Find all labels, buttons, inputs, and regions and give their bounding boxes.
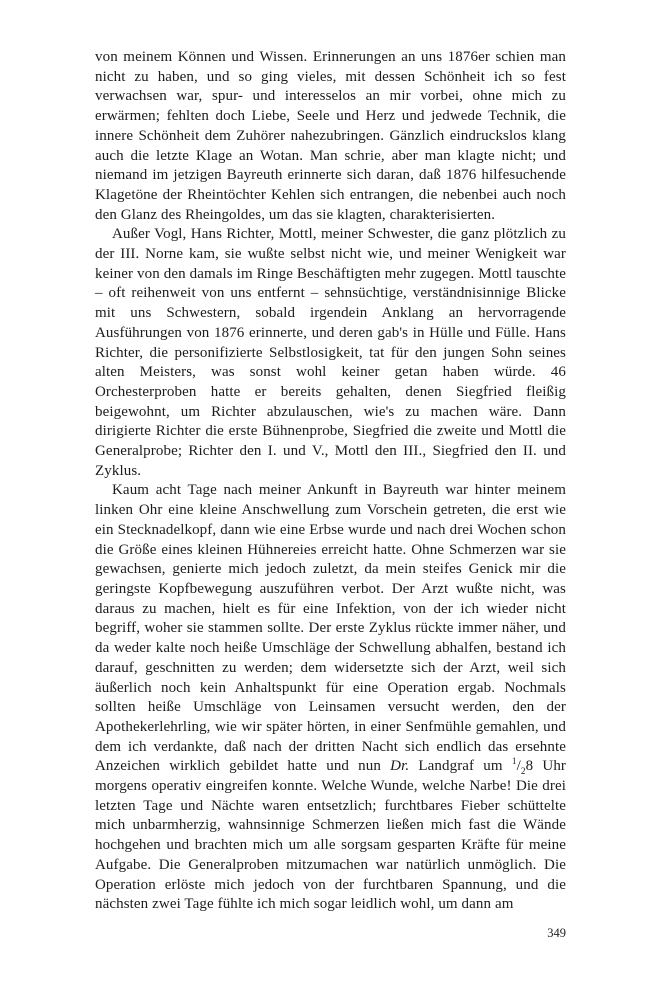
- paragraph-3-text-b: Landgraf um: [409, 758, 512, 775]
- paragraph-2: Außer Vogl, Hans Richter, Mottl, meiner Schwester, die ganz plötzlich zu der III. Norne kam, sie wußte selbst nicht wie, und meiner Wenigkeit war keiner von den damals im Ringe Beschäftigten mehr zugegen. Mottl tauschte – oft reihenweit von uns entfernt – sehnsüchtige, verständnisinnige Blicke mit uns Schwestern, sobald irgendein Anklang an hervorragende Ausführungen von 1876 erinnerte, und deren gab's in Hülle und Fülle. Hans Richter, die personifizierte Selbstlosigkeit, tat für den jungen Sohn seines alten Meisters, was sonst wohl keiner getan haben würde. 46 Orchesterproben hatte er bereits gehalten, denen Siegfried fleißig beigewohnt, um Richter abzulauschen, wie's zu machen wäre. Dann dirigierte Richter die erste Bühnenprobe, Siegfried die zweite und Mottl die Generalprobe; Richter den I. und V., Mottl den III., Siegfried den II. und Zyklus.: [95, 226, 566, 479]
- fraction-denominator: 2: [520, 767, 526, 778]
- paragraph-1: von meinem Können und Wissen. Erinnerungen an uns 1876er schien man nicht zu haben, und so ging vieles, mit dessen Schönheit ich so fest verwachsen war, spur- und interesselos an mir vorbei, ohne mich zu erwärmen; fehlten doch Liebe, Seele und Herz und jedwede Technik, die innere Schönheit dem Zuhörer nahezubringen. Gänzlich eindruckslos klang auch die letzte Klage an Wotan. Man schrie, aber man klagte nicht; und niemand im jetzigen Bayreuth erinnerte sich daran, daß 1876 hilfesuchende Klagetöne der Rheintöchter Kehlen sich entrangen, die nebenbei auch noch den Glanz des Rheingoldes, um das sie klagten, charakterisierten.: [95, 49, 566, 223]
- paragraph-3-text-a: Kaum acht Tage nach meiner Ankunft in Bayreuth war hinter meinem linken Ohr eine kleine Anschwellung zum Vorschein getreten, die erst wie ein Stecknadelkopf, dann wie eine Erbse wurde und nach drei Wochen schon die Größe eines kleinen Hühnereies erreicht hatte. Ohne Schmerzen war sie gewachsen, genierte mich jedoch zuletzt, da mein steifes Genick mir die geringste Kopfbewegung auszuführen verbot. Der Arzt wußte nicht, was daraus zu machen, hielt es für eine Infektion, von der ich wieder nicht begriff, woher sie stammen sollte. Der erste Zyklus rückte immer näher, und da weder kalte noch heiße Umschläge der Schwellung abhalfen, bestand ich darauf, geschnitten zu werden; dem widersetzte sich der Arzt, weil sich äußerlich noch kein Anhaltspunkt für eine Operation ergab. Nochmals sollten heiße Umschläge von Leinsamen versucht werden, den der Apothekerlehrling, wie wir später hörten, in einer Senfmühle gemahlen, und dem ich verdankte, daß nach der dritten Nacht sich endlich das ersehnte Anzeichen wirklich gebildet hatte und nun: [95, 482, 566, 775]
- fraction-numerator: 1: [511, 757, 517, 768]
- dr-abbreviation: Dr.: [390, 758, 410, 775]
- body-text: [95, 48, 566, 915]
- fraction-slash: /: [516, 758, 521, 775]
- page-number: 349: [547, 926, 566, 940]
- paragraph-3: [95, 481, 566, 914]
- paragraph-3-text-c: 8 Uhr morgens operativ eingreifen konnte. Welche Wunde, welche Narbe! Die drei letzten Tage und Nächte waren entsetzlich; furchtbares Fieber schüttelte mich unbarmherzig, wahnsinnige Schmerzen ließen mich fast die Wände hochgehen und brachten mich um alle sorgsam gesparten Kräfte für meine Aufgabe. Die Generalproben mitzumachen war natürlich unmöglich. Die Operation erlöste mich jedoch von der furchtbaren Spannung, und die nächsten zwei Tage fühlte ich mich sogar leidlich wohl, um dann am: [95, 758, 567, 913]
